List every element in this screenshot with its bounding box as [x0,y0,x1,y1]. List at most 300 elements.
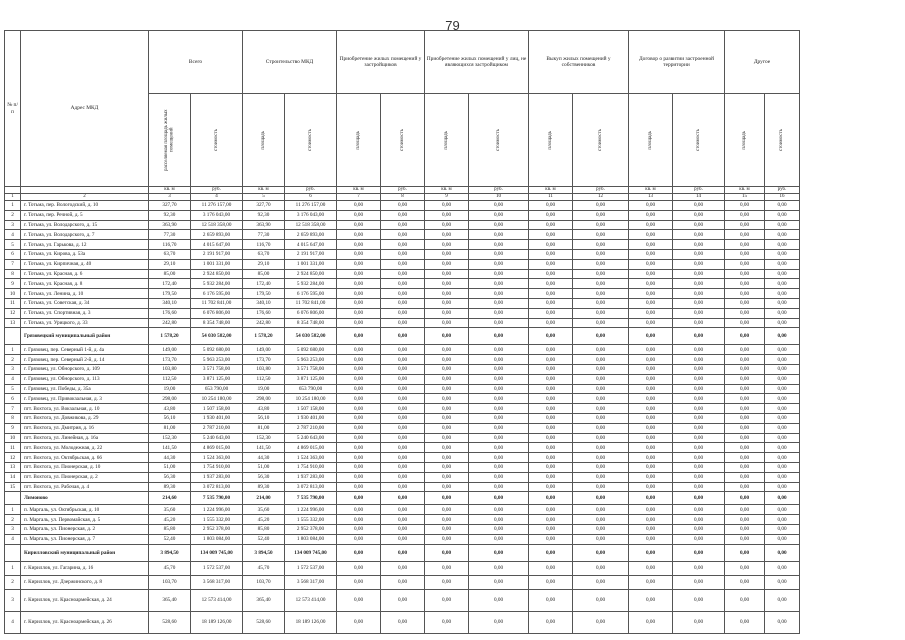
row-value: 2 924 850,00 [191,269,243,279]
row-value: 0,00 [725,515,765,525]
row-value: 0,00 [469,249,529,259]
row-value: 29,10 [243,259,285,269]
unit-cell: руб. [191,187,243,194]
row-value: 149,00 [149,345,191,355]
row-value: 0,00 [725,308,765,318]
row-value: 0,00 [469,298,529,308]
row-value: 0,00 [573,534,629,544]
row-value: 0,00 [765,575,800,589]
row-value: 0,00 [425,524,469,534]
row-value: 0,00 [725,472,765,482]
row-value: 0,00 [765,505,800,515]
row-address: г. Грязовец, ул. Обнорского, д. 113 [21,374,149,384]
header-subcol [285,94,337,187]
row-value: 2 659 893,00 [191,230,243,240]
row-value: 0,00 [765,345,800,355]
row-value: 0,00 [725,575,765,589]
row-value: 0,00 [337,364,381,374]
row-number: 13 [5,318,21,328]
row-value: 0,00 [469,413,529,423]
row-value: 2 787 210,00 [285,423,337,433]
row-value: 1 507 158,00 [285,404,337,414]
row-value: 1 555 332,00 [191,515,243,525]
row-value: 134 009 745,00 [191,544,243,561]
row-value: 77,30 [243,230,285,240]
header-subcol [765,94,800,187]
row-value: 0,00 [337,259,381,269]
row-value: 85,00 [243,269,285,279]
row-value: 0,00 [337,230,381,240]
row-value: 0,00 [529,462,573,472]
table-group-row [5,544,800,561]
row-number: 6 [5,249,21,259]
row-value: 0,00 [469,355,529,365]
row-value: 327,70 [149,201,191,211]
row-value: 0,00 [529,515,573,525]
row-value: 0,00 [337,482,381,492]
row-value: 0,00 [765,534,800,544]
row-value: 0,00 [381,394,425,404]
row-address: г. Кириллов, ул. Красноармейская, д. 24 [21,589,149,611]
row-value: 0,00 [469,433,529,443]
row-address: г. Тотьма, пер. Речной, д. 5 [21,210,149,220]
row-value: 0,00 [337,345,381,355]
row-value: 52,40 [149,534,191,544]
row-value: 12 573 414,00 [285,589,337,611]
row-value: 0,00 [673,210,725,220]
row-value: 81,00 [243,423,285,433]
row-value: 51,00 [149,462,191,472]
row-value: 298,00 [243,394,285,404]
row-value: 35,60 [243,505,285,515]
row-value: 0,00 [529,279,573,289]
row-value: 0,00 [573,318,629,328]
row-value: 242,80 [149,318,191,328]
row-number: 13 [5,462,21,472]
row-value: 0,00 [469,524,529,534]
header-subcol-label: расселяемая площадь жилых помещений [164,109,175,171]
row-number: 7 [5,259,21,269]
row-value: 77,30 [149,230,191,240]
table-row [5,201,800,211]
row-value: 0,00 [725,289,765,299]
table-row [5,269,800,279]
row-value: 0,00 [629,279,673,289]
row-address: г. Грязовец, ул. Привокзальная, д. 3 [21,394,149,404]
row-value: 0,00 [573,308,629,318]
row-value: 85,00 [149,269,191,279]
row-value: 5 240 643,00 [285,433,337,443]
header-group-purchase-developers: Приобретение жилых помещений у застройщиков [337,31,425,94]
row-value: 0,00 [469,515,529,525]
row-number: 9 [5,279,21,289]
row-value: 0,00 [765,515,800,525]
row-address: пгт. Вохтога, ул. Рабочая, д. 4 [21,482,149,492]
row-value: 1 001 331,00 [285,259,337,269]
row-value: 0,00 [629,201,673,211]
row-value: 0,00 [725,345,765,355]
header-group-other: Другое [725,31,800,94]
column-number-cell: 13 [629,194,673,201]
row-value: 0,00 [725,443,765,453]
row-value: 0,00 [673,289,725,299]
table-row [5,289,800,299]
row-value: 0,00 [381,515,425,525]
row-value: 0,00 [469,201,529,211]
row-value: 0,00 [673,515,725,525]
row-value: 0,00 [381,472,425,482]
row-value: 0,00 [469,374,529,384]
column-number-cell: 10 [469,194,529,201]
row-value: 0,00 [673,230,725,240]
row-value: 179,50 [243,289,285,299]
row-value: 0,00 [469,328,529,345]
table-row [5,355,800,365]
row-value: 0,00 [469,220,529,230]
row-value: 0,00 [529,575,573,589]
row-value: 0,00 [381,534,425,544]
row-value: 5 932 284,00 [191,279,243,289]
row-value: 0,00 [469,289,529,299]
row-value: 0,00 [629,289,673,299]
row-value: 0,00 [469,472,529,482]
row-address: Грязовецкий муниципальный район [21,328,149,345]
row-value: 0,00 [573,259,629,269]
row-value: 0,00 [629,462,673,472]
unit-cell: руб. [469,187,529,194]
row-value: 35,60 [149,505,191,515]
row-number: 5 [5,384,21,394]
row-address: п. Маргаль, ул. Первомайская, д. 5 [21,515,149,525]
header-subcol [725,94,765,187]
row-address: г. Тотьма, ул. Урицкого, д. 33 [21,318,149,328]
row-number: 15 [5,482,21,492]
row-value: 0,00 [765,453,800,463]
row-value: 6 176 595,00 [285,289,337,299]
row-value: 0,00 [765,443,800,453]
row-value: 12 573 414,00 [191,589,243,611]
unit-cell: руб. [765,187,800,194]
row-value: 1 803 084,00 [191,534,243,544]
resettlement-table [4,30,800,634]
row-value: 0,00 [673,298,725,308]
row-value: 0,00 [381,505,425,515]
resettlement-table-container [4,30,800,634]
row-value: 85,80 [149,524,191,534]
row-value: 0,00 [381,374,425,384]
row-value: 0,00 [381,413,425,423]
row-value: 0,00 [425,589,469,611]
row-value: 0,00 [337,575,381,589]
row-value: 0,00 [337,515,381,525]
table-row [5,472,800,482]
row-value: 0,00 [673,308,725,318]
header-subcol [243,94,285,187]
row-value: 0,00 [725,534,765,544]
row-value: 0,00 [673,433,725,443]
row-value: 0,00 [381,364,425,374]
row-number: 14 [5,472,21,482]
row-value: 0,00 [673,249,725,259]
row-address: г. Тотьма, ул. Советская, д. 34 [21,298,149,308]
row-value: 0,00 [337,433,381,443]
row-value: 0,00 [337,318,381,328]
table-row [5,524,800,534]
row-value: 18 189 126,00 [191,611,243,633]
row-number: 2 [5,515,21,525]
row-value: 2 659 893,00 [285,230,337,240]
row-value: 0,00 [573,269,629,279]
row-value: 1 754 910,00 [191,462,243,472]
row-value: 0,00 [337,394,381,404]
row-value: 0,00 [425,443,469,453]
column-number-cell: 15 [725,194,765,201]
row-value: 52,40 [243,534,285,544]
row-value: 0,00 [529,201,573,211]
row-value: 0,00 [673,355,725,365]
row-value: 0,00 [765,308,800,318]
header-subcol-label: площадь [741,130,747,150]
row-address: п. Маргаль, ул. Пионерская, д. 2 [21,524,149,534]
row-value: 0,00 [673,384,725,394]
row-value: 0,00 [425,505,469,515]
row-value: 0,00 [529,345,573,355]
row-value: 85,80 [243,524,285,534]
row-address: г. Тотьма, ул. Спортивная, д. 3 [21,308,149,318]
row-value: 0,00 [337,472,381,482]
row-value: 0,00 [765,384,800,394]
row-value: 0,00 [573,374,629,384]
row-value: 214,60 [149,492,191,505]
column-number-cell: 8 [381,194,425,201]
row-value: 3 871 125,00 [285,374,337,384]
row-value: 0,00 [381,259,425,269]
row-value: 0,00 [469,611,529,633]
row-value: 172,40 [149,279,191,289]
row-value: 0,00 [725,611,765,633]
row-value: 0,00 [725,524,765,534]
row-value: 2 924 850,00 [285,269,337,279]
row-value: 0,00 [629,404,673,414]
row-value: 0,00 [725,298,765,308]
table-row [5,259,800,269]
row-value: 3 176 043,00 [285,210,337,220]
row-value: 0,00 [725,589,765,611]
row-value: 0,00 [469,259,529,269]
row-value: 0,00 [469,279,529,289]
row-value: 0,00 [765,589,800,611]
row-value: 340,10 [149,298,191,308]
row-value: 3 571 758,00 [285,364,337,374]
row-value: 63,70 [149,249,191,259]
row-value: 0,00 [381,561,425,575]
table-row [5,364,800,374]
row-value: 0,00 [573,482,629,492]
row-value: 141,50 [243,443,285,453]
row-value: 0,00 [725,269,765,279]
row-value: 8 354 748,00 [285,318,337,328]
row-value: 0,00 [573,561,629,575]
row-value: 5 092 680,00 [191,345,243,355]
row-value: 0,00 [381,611,425,633]
row-value: 0,00 [629,433,673,443]
row-value: 0,00 [725,423,765,433]
row-value: 0,00 [469,544,529,561]
row-address: пгт. Вохтога, ул. Пионерская, д. 10 [21,462,149,472]
row-value: 0,00 [573,249,629,259]
row-value: 0,00 [529,534,573,544]
row-value: 45,20 [243,515,285,525]
row-value: 0,00 [337,561,381,575]
row-value: 0,00 [673,524,725,534]
row-value: 0,00 [629,220,673,230]
header-subcol-label: площадь [355,130,361,150]
row-value: 4 869 015,00 [191,443,243,453]
row-value: 0,00 [629,611,673,633]
row-value: 0,00 [337,355,381,365]
row-number: 1 [5,201,21,211]
unit-cell: кв. м [149,187,191,194]
header-subcol [191,94,243,187]
table-row [5,384,800,394]
row-value: 141,50 [149,443,191,453]
row-value: 43,80 [243,404,285,414]
row-value: 0,00 [765,611,800,633]
row-number: 3 [5,589,21,611]
row-value: 0,00 [673,561,725,575]
row-value: 0,00 [573,345,629,355]
row-address: пгт. Вохтога, ул. Октябрьская, д. 66 [21,453,149,463]
column-number-cell: 6 [285,194,337,201]
header-subcol [529,94,573,187]
unit-cell: кв. м [337,187,381,194]
row-value: 0,00 [469,534,529,544]
column-number-cell: 12 [573,194,629,201]
row-value: 0,00 [629,544,673,561]
row-value: 0,00 [381,289,425,299]
page-number: 79 [445,18,460,33]
row-value: 0,00 [629,240,673,250]
row-value: 89,30 [243,482,285,492]
row-value: 0,00 [425,279,469,289]
header-group-purchase-others: Приобретение жилых помещений у лиц, не являющихся застройщиком [425,31,529,94]
row-value: 0,00 [725,355,765,365]
row-value: 0,00 [381,210,425,220]
row-value: 0,00 [725,384,765,394]
row-value: 92,30 [243,210,285,220]
row-address: пгт. Вохтога, ул. Пионерская, д. 2 [21,472,149,482]
row-value: 0,00 [673,328,725,345]
row-value: 0,00 [337,524,381,534]
row-value: 0,00 [573,423,629,433]
row-value: 0,00 [529,318,573,328]
row-value: 45,70 [149,561,191,575]
row-value: 0,00 [529,443,573,453]
table-row [5,220,800,230]
column-number-cell: 4 [191,194,243,201]
header-subcol [573,94,629,187]
row-value: 0,00 [337,220,381,230]
table-row [5,279,800,289]
row-value: 0,00 [765,298,800,308]
row-value: 0,00 [629,384,673,394]
row-value: 0,00 [425,298,469,308]
row-value: 0,00 [629,534,673,544]
row-value: 0,00 [529,259,573,269]
row-number [5,492,21,505]
row-value: 103,70 [149,575,191,589]
column-number-cell: 3 [149,194,191,201]
row-value: 0,00 [629,374,673,384]
row-value: 56,30 [243,472,285,482]
header-subcol-label: площадь [443,130,449,150]
table-row [5,318,800,328]
row-value: 0,00 [425,462,469,472]
row-value: 0,00 [629,269,673,279]
table-row [5,423,800,433]
header-subcol-label: стоимость [307,129,313,151]
unit-cell: руб. [673,187,725,194]
row-value: 0,00 [469,394,529,404]
row-value: 0,00 [573,328,629,345]
row-value: 116,70 [243,240,285,250]
row-value: 3 871 125,00 [191,374,243,384]
row-address: г. Тотьма, ул. Володарского, д. 15 [21,220,149,230]
row-value: 0,00 [425,308,469,318]
row-value: 0,00 [381,462,425,472]
row-value: 0,00 [673,413,725,423]
row-value: 0,00 [469,240,529,250]
row-value: 0,00 [673,575,725,589]
row-number: 1 [5,561,21,575]
row-value: 45,70 [243,561,285,575]
row-address: пгт. Вохтога, ул. Дмитрия, д. 16 [21,423,149,433]
row-value: 0,00 [725,413,765,423]
row-value: 0,00 [337,453,381,463]
row-address: г. Тотьма, ул. Володарского, д. 7 [21,230,149,240]
row-value: 1 803 084,00 [285,534,337,544]
table-group-row [5,328,800,345]
row-value: 1 524 363,00 [191,453,243,463]
row-number: 12 [5,308,21,318]
row-value: 0,00 [673,453,725,463]
row-value: 0,00 [629,249,673,259]
row-value: 0,00 [381,575,425,589]
header-group-development: Договор о развитии застроенной территории [629,31,725,94]
row-value: 0,00 [337,423,381,433]
row-value: 363,90 [243,220,285,230]
row-value: 0,00 [629,345,673,355]
table-row [5,515,800,525]
row-value: 5 932 284,00 [285,279,337,289]
row-value: 3 072 813,00 [191,482,243,492]
row-value: 0,00 [381,298,425,308]
row-value: 0,00 [629,230,673,240]
row-value: 0,00 [573,404,629,414]
unit-cell: руб. [573,187,629,194]
row-value: 0,00 [573,575,629,589]
row-number: 12 [5,453,21,463]
row-value: 0,00 [725,364,765,374]
row-value: 0,00 [425,318,469,328]
row-value: 0,00 [529,453,573,463]
row-value: 0,00 [469,561,529,575]
row-value: 0,00 [673,220,725,230]
row-value: 0,00 [529,544,573,561]
row-value: 0,00 [629,524,673,534]
row-value: 0,00 [337,308,381,318]
row-value: 0,00 [629,492,673,505]
